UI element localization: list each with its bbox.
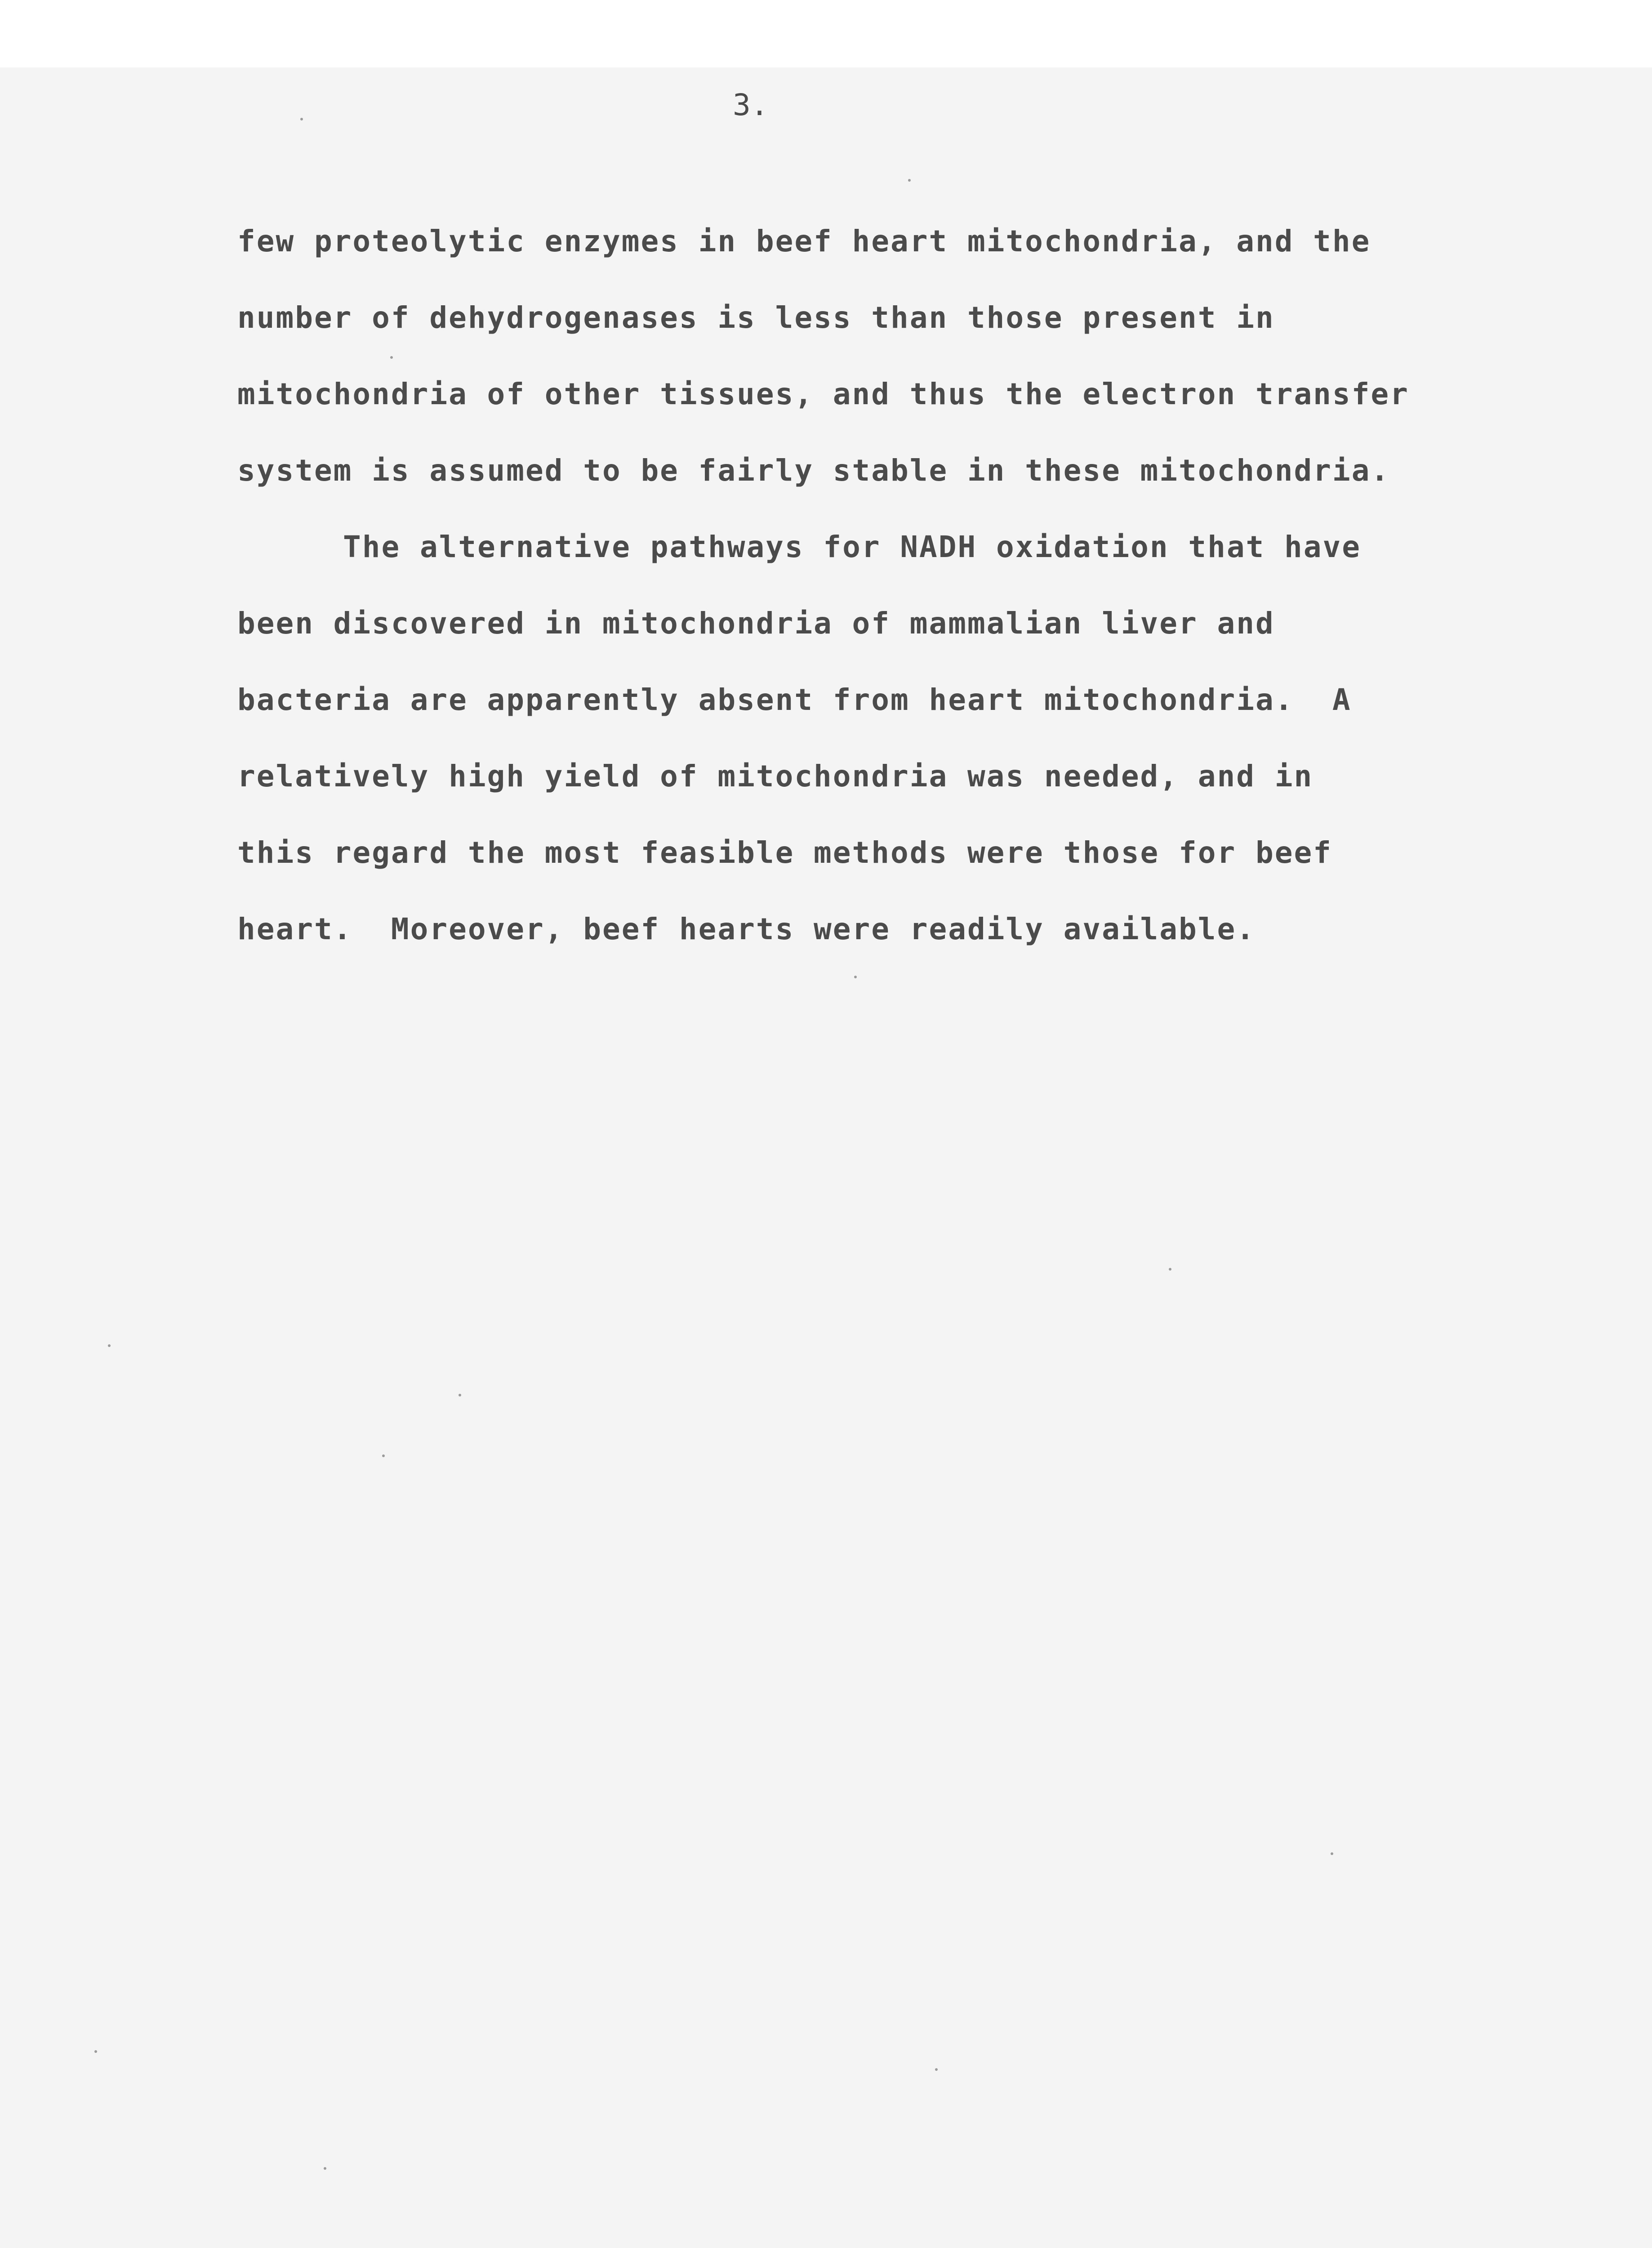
scan-speck: [382, 1454, 385, 1457]
text-line: relatively high yield of mitochondria was needed, and in: [237, 759, 1314, 794]
scan-speck: [108, 1344, 111, 1347]
scan-speck: [390, 356, 393, 359]
text-line: system is assumed to be fairly stable in these mitochondria.: [237, 453, 1390, 488]
scan-speck: [908, 179, 911, 182]
scan-speck: [1331, 1852, 1333, 1855]
text-line: heart. Moreover, beef hearts were readily available.: [237, 912, 1256, 946]
scan-speck: [94, 2050, 97, 2053]
scan-speck: [300, 118, 303, 120]
scan-speck: [1169, 1268, 1171, 1271]
scan-speck: [324, 2167, 326, 2170]
text-line: number of dehydrogenases is less than those present in: [237, 300, 1275, 335]
scan-speck: [854, 976, 857, 978]
scan-top-margin: [0, 0, 1652, 67]
paragraph-first-line: The alternative pathways for NADH oxidation that have: [343, 530, 1361, 564]
page-number: 3.: [733, 88, 769, 122]
text-line: few proteolytic enzymes in beef heart mitochondria, and the: [237, 224, 1371, 259]
text-line: been discovered in mitochondria of mammalian liver and: [237, 606, 1275, 641]
scan-speck: [935, 2068, 938, 2071]
text-line: this regard the most feasible methods were those for beef: [237, 835, 1332, 870]
document-body: [237, 203, 1586, 968]
text-line: mitochondria of other tissues, and thus the electron transfer: [237, 377, 1409, 411]
scan-speck: [459, 1394, 461, 1396]
text-line: bacteria are apparently absent from heart mitochondria. A: [237, 682, 1352, 717]
